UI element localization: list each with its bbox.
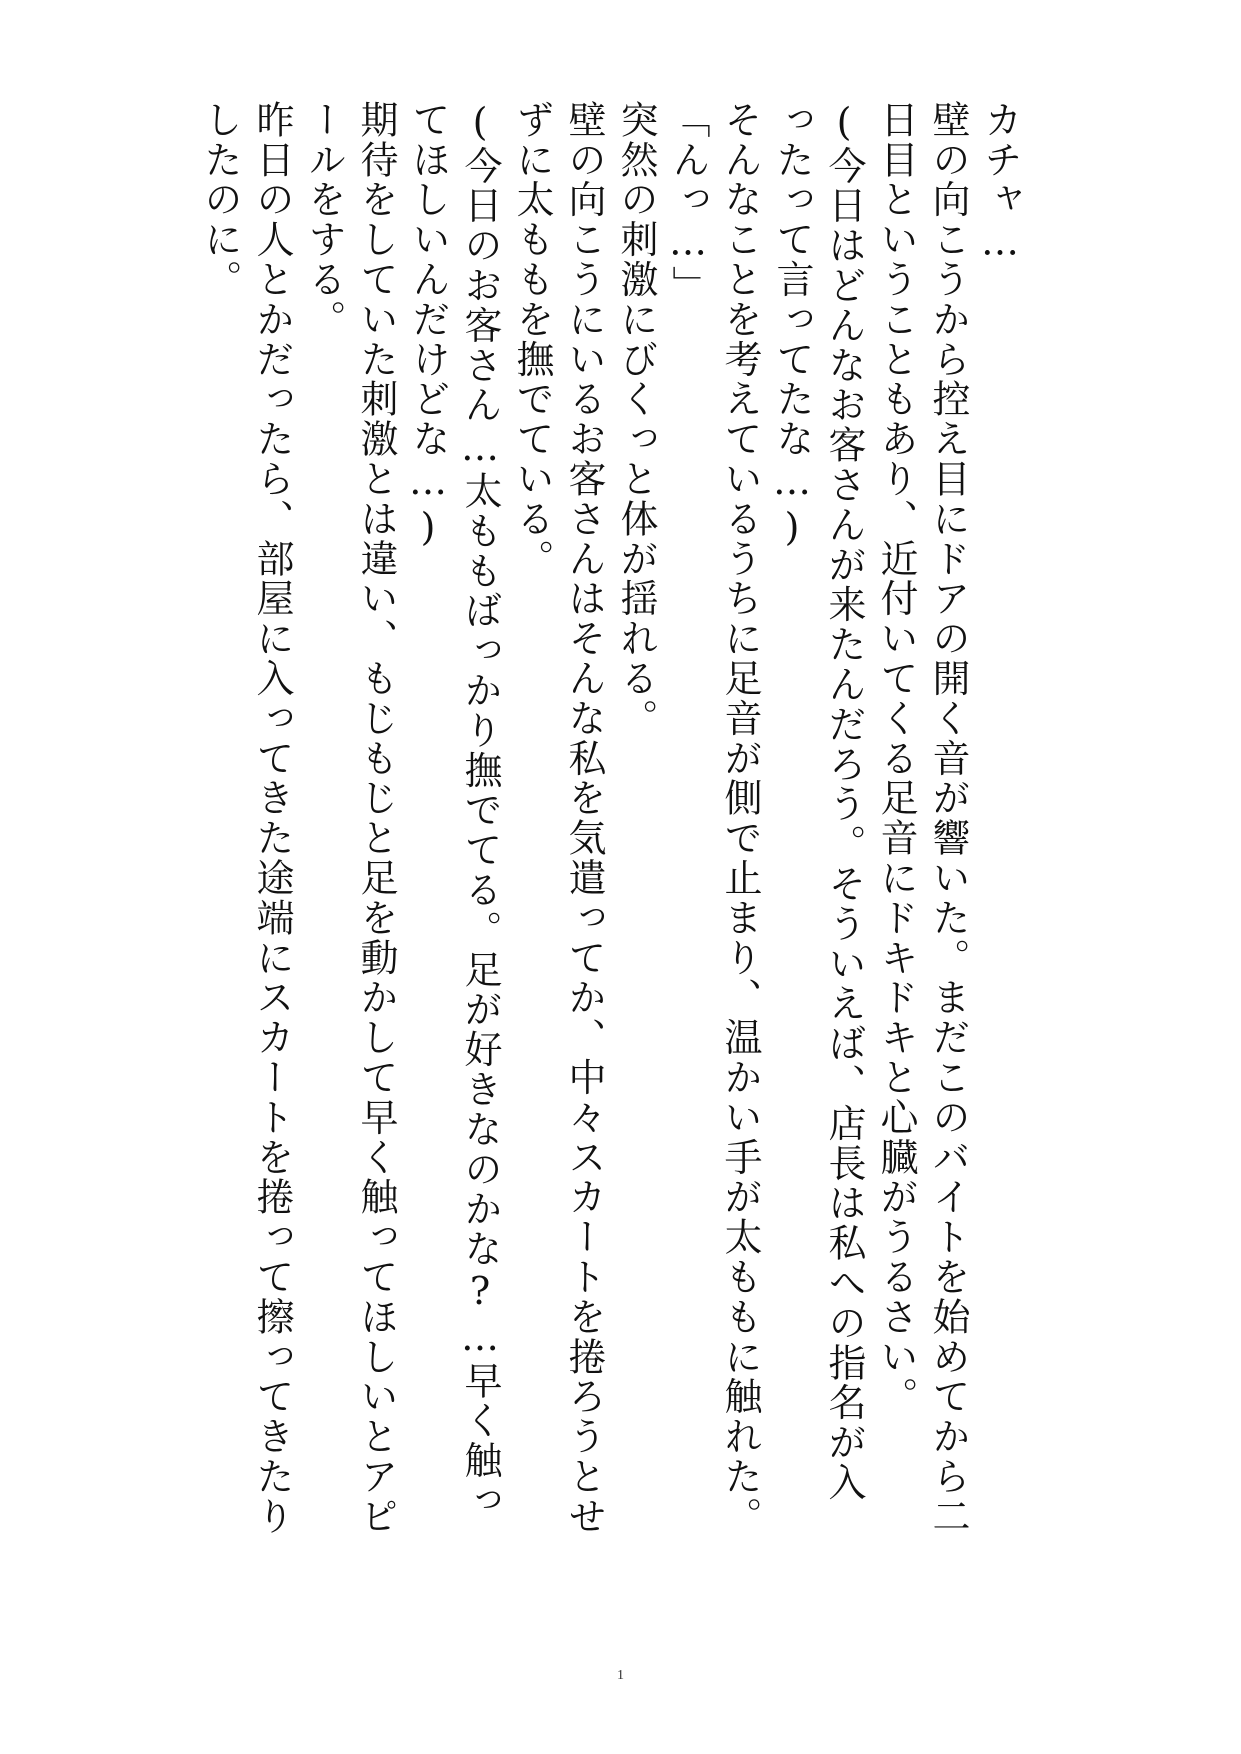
- dialogue-line: 「んっ…」: [666, 100, 710, 306]
- text-line: 突然の刺激にびくっと体が揺れる。: [614, 100, 658, 739]
- text-line: カチャ…: [978, 100, 1022, 266]
- thought-line: (今日のお客さん…太ももばっかり撫でてる。足が好きなのかな?…早く触ってほしいんだけどな…): [406, 100, 502, 1521]
- vertical-text-body: [186, 100, 1026, 1540]
- page-number: 1: [617, 1668, 624, 1683]
- text-line: そんなことを考えているうちに足音が側で止まり、温かい手が太ももに触れた。: [718, 100, 762, 1537]
- text-line: 昨日の人とかだったら、部屋に入ってきた途端にスカートを捲って擦ってきたりしたのに。: [198, 100, 294, 1537]
- text-line: 壁の向こうにいるお客さんはそんな私を気遣ってか、中々スカートを捲ろうとせずに太ももを撫でている。: [510, 100, 606, 1537]
- text-line: 壁の向こうから控え目にドアの開く音が響いた。まだこのバイトを始めてから二日目ということもあり、近付いてくる足音にドキドキと心臓がうるさい。: [874, 100, 970, 1537]
- text-line: (今日はどんなお客さんが来たんだろう。そういえば、店長は私への指名が入ったって言ってたな…): [770, 100, 866, 1503]
- text-line: 期待をしていた刺激とは違い、もじもじと足を動かして早く触ってほしいとアピールをする。: [302, 100, 398, 1537]
